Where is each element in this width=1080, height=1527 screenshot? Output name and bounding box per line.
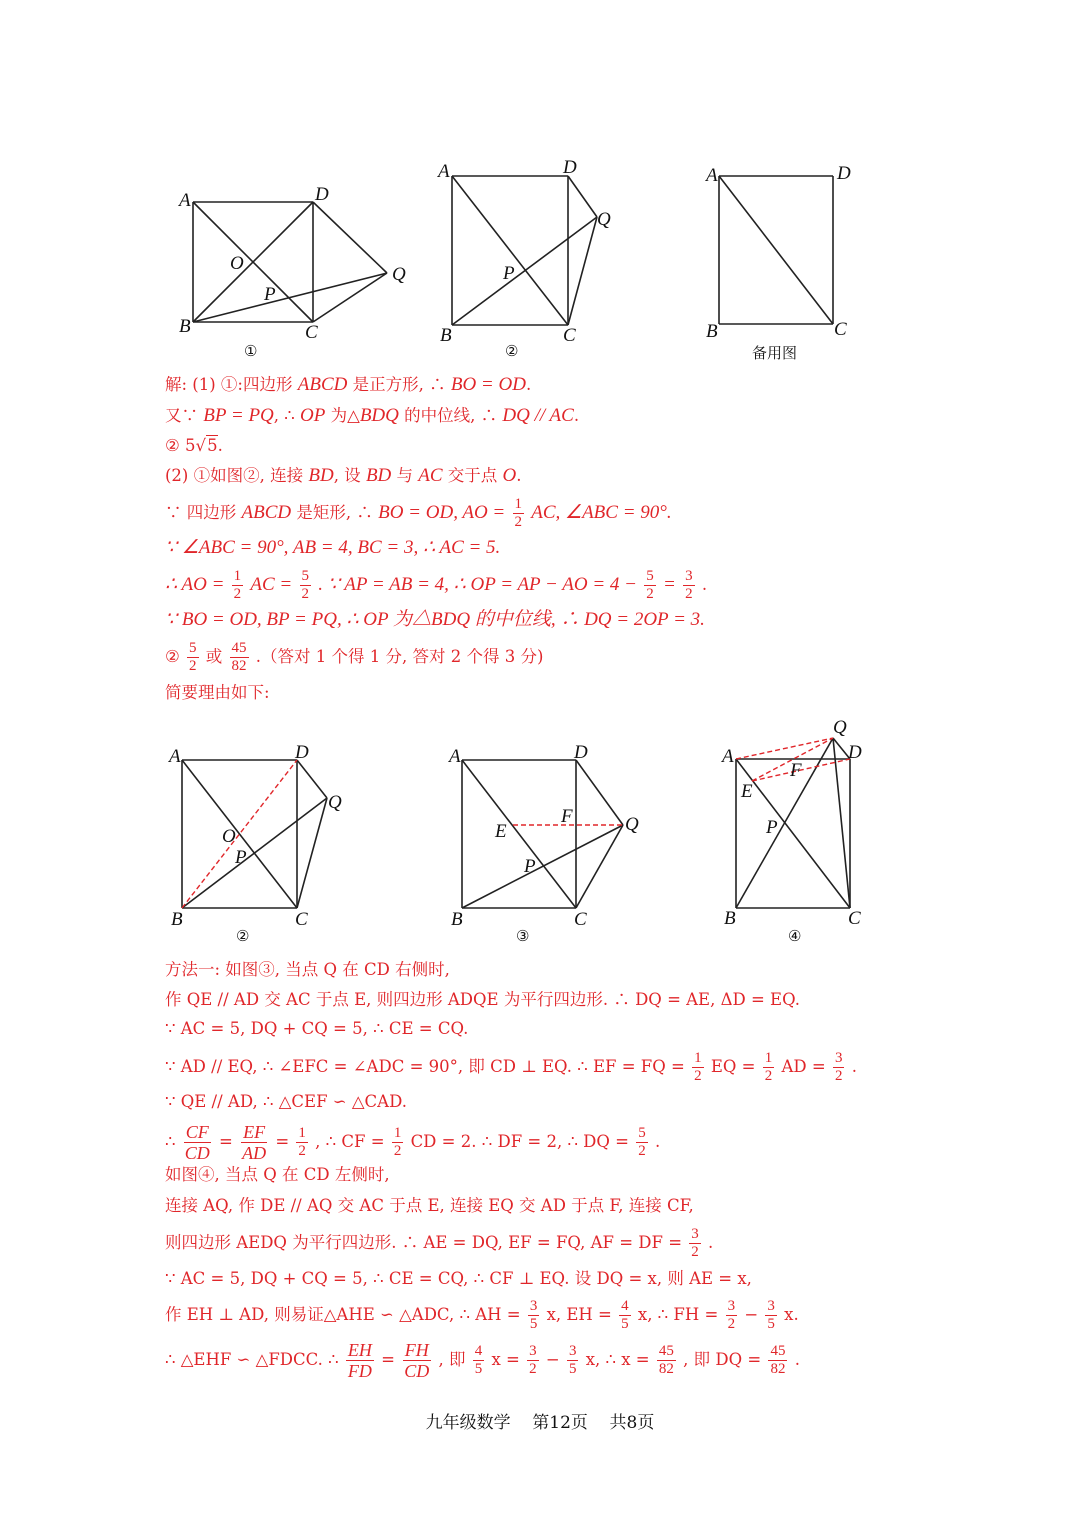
- fraction: [392, 1125, 404, 1160]
- footer-grade: 九年级数学: [425, 1413, 511, 1433]
- denominator: 2: [685, 586, 693, 602]
- figure-backup-caption: 备用图: [752, 344, 798, 362]
- numerator: 45: [658, 1343, 674, 1359]
- denominator: 5: [529, 1316, 538, 1332]
- text: 作 QE // AD 交 AC 于点 E, 则四边形 ADQE 为平行四边形. ∴ DQ = AE, ΔD = EQ.: [165, 990, 801, 1009]
- text: .: [701, 575, 708, 594]
- fraction: [683, 568, 695, 603]
- text: .: [217, 436, 223, 455]
- solution-line-8: [165, 607, 705, 633]
- math: AC: [418, 465, 443, 486]
- label-o: O: [222, 826, 236, 847]
- math: ∵ ∠ABC = 90°, AB = 4, BC = 3, ∴ AC = 5.: [165, 537, 501, 558]
- fraction: [765, 1298, 777, 1333]
- fraction: [619, 1298, 631, 1333]
- fraction: [300, 568, 312, 603]
- numerator: CF: [185, 1122, 209, 1142]
- text: 又∵: [165, 406, 198, 425]
- text: .: [573, 406, 580, 425]
- label-b: B: [171, 909, 183, 930]
- math: BD: [365, 465, 392, 486]
- denominator: 2: [764, 1068, 773, 1084]
- denominator: CD: [404, 1361, 430, 1381]
- page-footer: [0, 1408, 1080, 1433]
- segment-bq: [452, 217, 597, 325]
- denominator: 5: [474, 1361, 483, 1377]
- fraction: [833, 1050, 845, 1085]
- figure-1: [165, 180, 425, 370]
- label-b: B: [440, 325, 452, 346]
- numerator: 1: [393, 1125, 402, 1141]
- math: . ∵ AP = AB = 4, ∴ OP = AP − AO = 4 −: [318, 574, 638, 595]
- segment-dq: [576, 760, 623, 825]
- solution-line-4: [165, 463, 522, 489]
- label-o: O: [230, 253, 244, 274]
- fraction: [692, 1050, 704, 1085]
- text: , 设: [333, 466, 361, 485]
- diagonal-ac: [452, 176, 568, 325]
- method-line-8: [165, 1193, 694, 1219]
- method-line-6: [165, 1122, 660, 1163]
- label-d: D: [837, 163, 851, 184]
- denominator: 5: [767, 1316, 775, 1332]
- numerator: 5: [638, 1125, 646, 1141]
- numerator: 5: [301, 568, 310, 584]
- math: ABCD: [297, 374, 348, 395]
- math: ∵ BO = OD, BP = PQ, ∴ OP 为△BDQ 的中位线, ∴ DQ = 2OP = 3.: [165, 609, 705, 630]
- text: x, EH =: [546, 1305, 612, 1324]
- label-d: D: [295, 742, 309, 763]
- label-q: Q: [625, 814, 639, 835]
- fraction: [230, 640, 249, 675]
- label-c: C: [563, 325, 576, 346]
- label-c: C: [574, 909, 587, 930]
- numerator: 3: [727, 1298, 736, 1314]
- label-p: P: [524, 856, 536, 877]
- fraction: [567, 1343, 579, 1378]
- fraction: [763, 1050, 775, 1085]
- segment-cq: [313, 273, 387, 322]
- segment-qc: [833, 738, 850, 908]
- method-line-3: [165, 1016, 468, 1042]
- fraction: [528, 1298, 540, 1333]
- label-b: B: [179, 316, 191, 337]
- math: =: [663, 574, 676, 595]
- text: x.: [784, 1305, 799, 1324]
- denominator: 2: [694, 1068, 702, 1084]
- label-d: D: [563, 157, 577, 178]
- math: BO = OD: [450, 374, 526, 395]
- numerator: 45: [231, 640, 247, 656]
- text: x, ∴ FH =: [637, 1305, 719, 1324]
- text: −: [545, 1350, 560, 1369]
- text: .: [708, 1233, 714, 1252]
- text: , 即: [438, 1350, 466, 1369]
- fraction: [527, 1343, 539, 1378]
- math: ∴ AO =: [165, 574, 225, 595]
- segment-bq: [193, 273, 387, 322]
- figure-5: [445, 738, 655, 948]
- diagonal-ac: [719, 176, 833, 324]
- label-c: C: [834, 319, 847, 340]
- text: 简要理由如下:: [165, 683, 270, 702]
- text: AD =: [781, 1057, 826, 1076]
- text: 方法一: 如图③, 当点 Q 在 CD 右侧时,: [165, 960, 450, 979]
- numerator: EH: [347, 1340, 372, 1360]
- text: .（答对 1 个得 1 分, 答对 2 个得 3 分): [255, 647, 544, 666]
- label-a: A: [169, 746, 181, 767]
- numerator: 3: [685, 568, 693, 584]
- numerator: 3: [767, 1298, 775, 1314]
- method-line-12: [165, 1340, 800, 1381]
- footer-page: 第12页: [532, 1413, 588, 1433]
- fraction: [187, 640, 199, 675]
- numerator: 1: [694, 1050, 702, 1066]
- fraction: [240, 1122, 268, 1163]
- text: 与: [396, 466, 414, 485]
- fraction: [346, 1340, 374, 1381]
- denominator: 2: [393, 1143, 402, 1159]
- figure-5-caption: ③: [516, 927, 530, 945]
- math: BP = PQ: [203, 405, 274, 426]
- denominator: 82: [658, 1361, 674, 1377]
- numerator: 3: [834, 1050, 843, 1066]
- method-line-9: [165, 1226, 713, 1261]
- figure-1-caption: ①: [244, 342, 258, 360]
- denominator: 2: [691, 1244, 699, 1260]
- text: .: [525, 375, 532, 394]
- label-f: F: [790, 760, 802, 781]
- numerator: 3: [691, 1226, 699, 1242]
- numerator: 4: [474, 1343, 483, 1359]
- solution-line-7: [165, 568, 707, 603]
- label-p: P: [264, 284, 276, 305]
- denominator: 5: [568, 1361, 577, 1377]
- footer-total: 共8页: [609, 1413, 655, 1433]
- label-e: E: [495, 821, 507, 842]
- text: ∵ 四边形: [165, 503, 237, 522]
- numerator: 4: [621, 1298, 629, 1314]
- denominator: 2: [727, 1316, 736, 1332]
- fraction: [768, 1343, 787, 1378]
- denominator: 5: [621, 1316, 629, 1332]
- figure-6-caption: ④: [788, 927, 802, 945]
- fraction: [296, 1125, 308, 1160]
- denominator: 2: [529, 1361, 537, 1377]
- math: BDQ: [359, 405, 399, 426]
- segment-cq: [297, 798, 327, 908]
- numerator: 1: [514, 496, 523, 512]
- math: O: [502, 465, 517, 486]
- text: 为△: [330, 406, 360, 425]
- text: =: [381, 1350, 395, 1369]
- text: 交于点: [447, 466, 498, 485]
- label-a: A: [179, 190, 191, 211]
- method-line-5: [165, 1089, 407, 1115]
- text: ∴: [165, 1132, 176, 1151]
- text: 连接 AQ, 作 DE // AQ 交 AC 于点 E, 连接 EQ 交 AD 于点 F, 连接 CF,: [165, 1196, 694, 1215]
- solution-line-1: [165, 372, 531, 398]
- text: ∵ AC = 5, DQ + CQ = 5, ∴ CE = CQ.: [165, 1019, 469, 1038]
- denominator: 82: [231, 658, 247, 674]
- method-line-10: [165, 1266, 752, 1292]
- label-a: A: [438, 161, 450, 182]
- method-line-1: [165, 957, 450, 983]
- method-line-4: [165, 1050, 857, 1085]
- numerator: 3: [529, 1343, 537, 1359]
- label-e: E: [741, 781, 753, 802]
- label-a: A: [722, 746, 734, 767]
- figure-2: [435, 155, 635, 355]
- text: EQ =: [710, 1057, 756, 1076]
- fraction: [402, 1340, 431, 1381]
- text: 或: [205, 647, 223, 666]
- label-a: A: [449, 746, 461, 767]
- figure-4: [165, 738, 365, 948]
- text: 是矩形, ∴: [296, 503, 373, 522]
- fraction: [473, 1343, 485, 1378]
- text: 作 EH ⊥ AD, 则易证△AHE ∽ △ADC, ∴ AH =: [165, 1305, 521, 1324]
- text: .: [655, 1132, 661, 1151]
- denominator: 2: [638, 1143, 646, 1159]
- label-q: Q: [328, 792, 342, 813]
- numerator: FH: [404, 1340, 429, 1360]
- denominator: 2: [298, 1143, 306, 1159]
- numerator: 3: [529, 1298, 538, 1314]
- segment-bq: [182, 798, 327, 908]
- denominator: CD: [184, 1143, 210, 1163]
- text: x =: [491, 1350, 520, 1369]
- fraction: [636, 1125, 648, 1160]
- solution-line-10: [165, 680, 270, 706]
- fraction: [644, 568, 656, 603]
- label-f: F: [561, 806, 573, 827]
- denominator: 2: [189, 658, 197, 674]
- numerator: EF: [243, 1122, 266, 1142]
- denominator: 2: [646, 586, 654, 602]
- text: (2) ①如图②, 连接: [165, 466, 304, 485]
- text: ∵ AD // EQ, ∴ ∠EFC = ∠ADC = 90°, 即 CD ⊥ EQ. ∴ EF = FQ =: [165, 1057, 685, 1076]
- text: CD = 2. ∴ DF = 2, ∴ DQ =: [410, 1132, 630, 1151]
- fraction: [689, 1226, 701, 1261]
- denominator: 2: [301, 586, 310, 602]
- denominator: 82: [770, 1361, 786, 1377]
- math: AC, ∠ABC = 90°.: [531, 502, 672, 523]
- text: x, ∴ x =: [585, 1350, 650, 1369]
- math: ABCD: [241, 502, 292, 523]
- denominator: AD: [242, 1143, 267, 1163]
- method-line-7: [165, 1162, 390, 1188]
- label-c: C: [295, 909, 308, 930]
- math: BD: [308, 465, 334, 486]
- segment-cq: [568, 217, 597, 325]
- text: −: [744, 1305, 759, 1324]
- label-c: C: [848, 908, 861, 929]
- figure-backup: [700, 155, 880, 355]
- label-b: B: [706, 321, 718, 342]
- label-b: B: [451, 909, 463, 930]
- label-p: P: [235, 847, 247, 868]
- math: AC =: [250, 574, 293, 595]
- text: .: [516, 466, 522, 485]
- solution-line-9: [165, 640, 543, 675]
- fraction: [657, 1343, 676, 1378]
- fraction: [513, 496, 525, 531]
- label-d: D: [848, 742, 862, 763]
- text: =: [275, 1132, 290, 1151]
- text: 解: (1) ①:四边形: [165, 375, 293, 394]
- segment-dq: [568, 176, 597, 217]
- label-a: A: [706, 165, 718, 186]
- numerator: 45: [770, 1343, 786, 1359]
- sqrt-radicand: 5: [207, 436, 218, 455]
- denominator: 2: [834, 1068, 843, 1084]
- solution-line-3: ② 5√5.: [165, 436, 223, 455]
- denominator: FD: [347, 1361, 372, 1381]
- numerator: 1: [298, 1125, 306, 1141]
- figure-6: [715, 715, 905, 945]
- label-c: C: [305, 322, 318, 343]
- label-p: P: [503, 263, 515, 284]
- diagonal-ac: [462, 760, 576, 908]
- label-p: P: [766, 817, 778, 838]
- solution-line-5: [165, 496, 672, 531]
- numerator: 1: [764, 1050, 773, 1066]
- text: 的中位线, ∴: [404, 406, 498, 425]
- label-d: D: [574, 742, 588, 763]
- math: DQ // AC: [502, 405, 574, 426]
- label-q: Q: [833, 717, 847, 738]
- solution-line-2: [165, 403, 579, 429]
- method-line-2: [165, 987, 800, 1013]
- method-line-11: [165, 1298, 799, 1333]
- text: , ∴: [273, 406, 295, 425]
- numerator: 5: [646, 568, 654, 584]
- label-q: Q: [392, 264, 406, 285]
- numerator: 3: [568, 1343, 577, 1359]
- text: 是正方形, ∴: [352, 375, 446, 394]
- text: ∵ AC = 5, DQ + CQ = 5, ∴ CE = CQ, ∴ CF ⊥ EQ. 设 DQ = x, 则 AE = x,: [165, 1269, 752, 1288]
- text: 如图④, 当点 Q 在 CD 左侧时,: [165, 1165, 390, 1184]
- figure-4-caption: ②: [236, 927, 250, 945]
- text: .: [851, 1057, 857, 1076]
- text: 则四边形 AEDQ 为平行四边形. ∴ AE = DQ, EF = FQ, AF = DF =: [165, 1233, 683, 1252]
- segment-dq: [297, 760, 327, 798]
- figure-2-caption: ②: [505, 342, 519, 360]
- text: ② 5: [165, 436, 196, 455]
- fraction: [726, 1298, 738, 1333]
- dashed-aq: [736, 738, 833, 759]
- text: ∵ QE // AD, ∴ △CEF ∽ △CAD.: [165, 1092, 407, 1111]
- solution-line-6: [165, 535, 500, 561]
- text: , 即 DQ =: [683, 1350, 762, 1369]
- label-b: B: [724, 908, 736, 929]
- text: , ∴ CF =: [315, 1132, 385, 1151]
- numerator: 1: [233, 568, 242, 584]
- numerator: 5: [189, 640, 197, 656]
- text: =: [219, 1132, 233, 1151]
- denominator: 2: [233, 586, 242, 602]
- text: .: [794, 1350, 800, 1369]
- segment-dq: [313, 202, 387, 273]
- label-q: Q: [597, 209, 611, 230]
- math: OP: [300, 405, 326, 426]
- math: BO = OD, AO =: [378, 502, 506, 523]
- denominator: 2: [514, 514, 523, 530]
- fraction: [183, 1122, 212, 1163]
- label-d: D: [315, 184, 329, 205]
- text: ∴ △EHF ∽ △FDCC. ∴: [165, 1350, 339, 1369]
- fraction: [232, 568, 244, 603]
- text: ②: [165, 647, 180, 666]
